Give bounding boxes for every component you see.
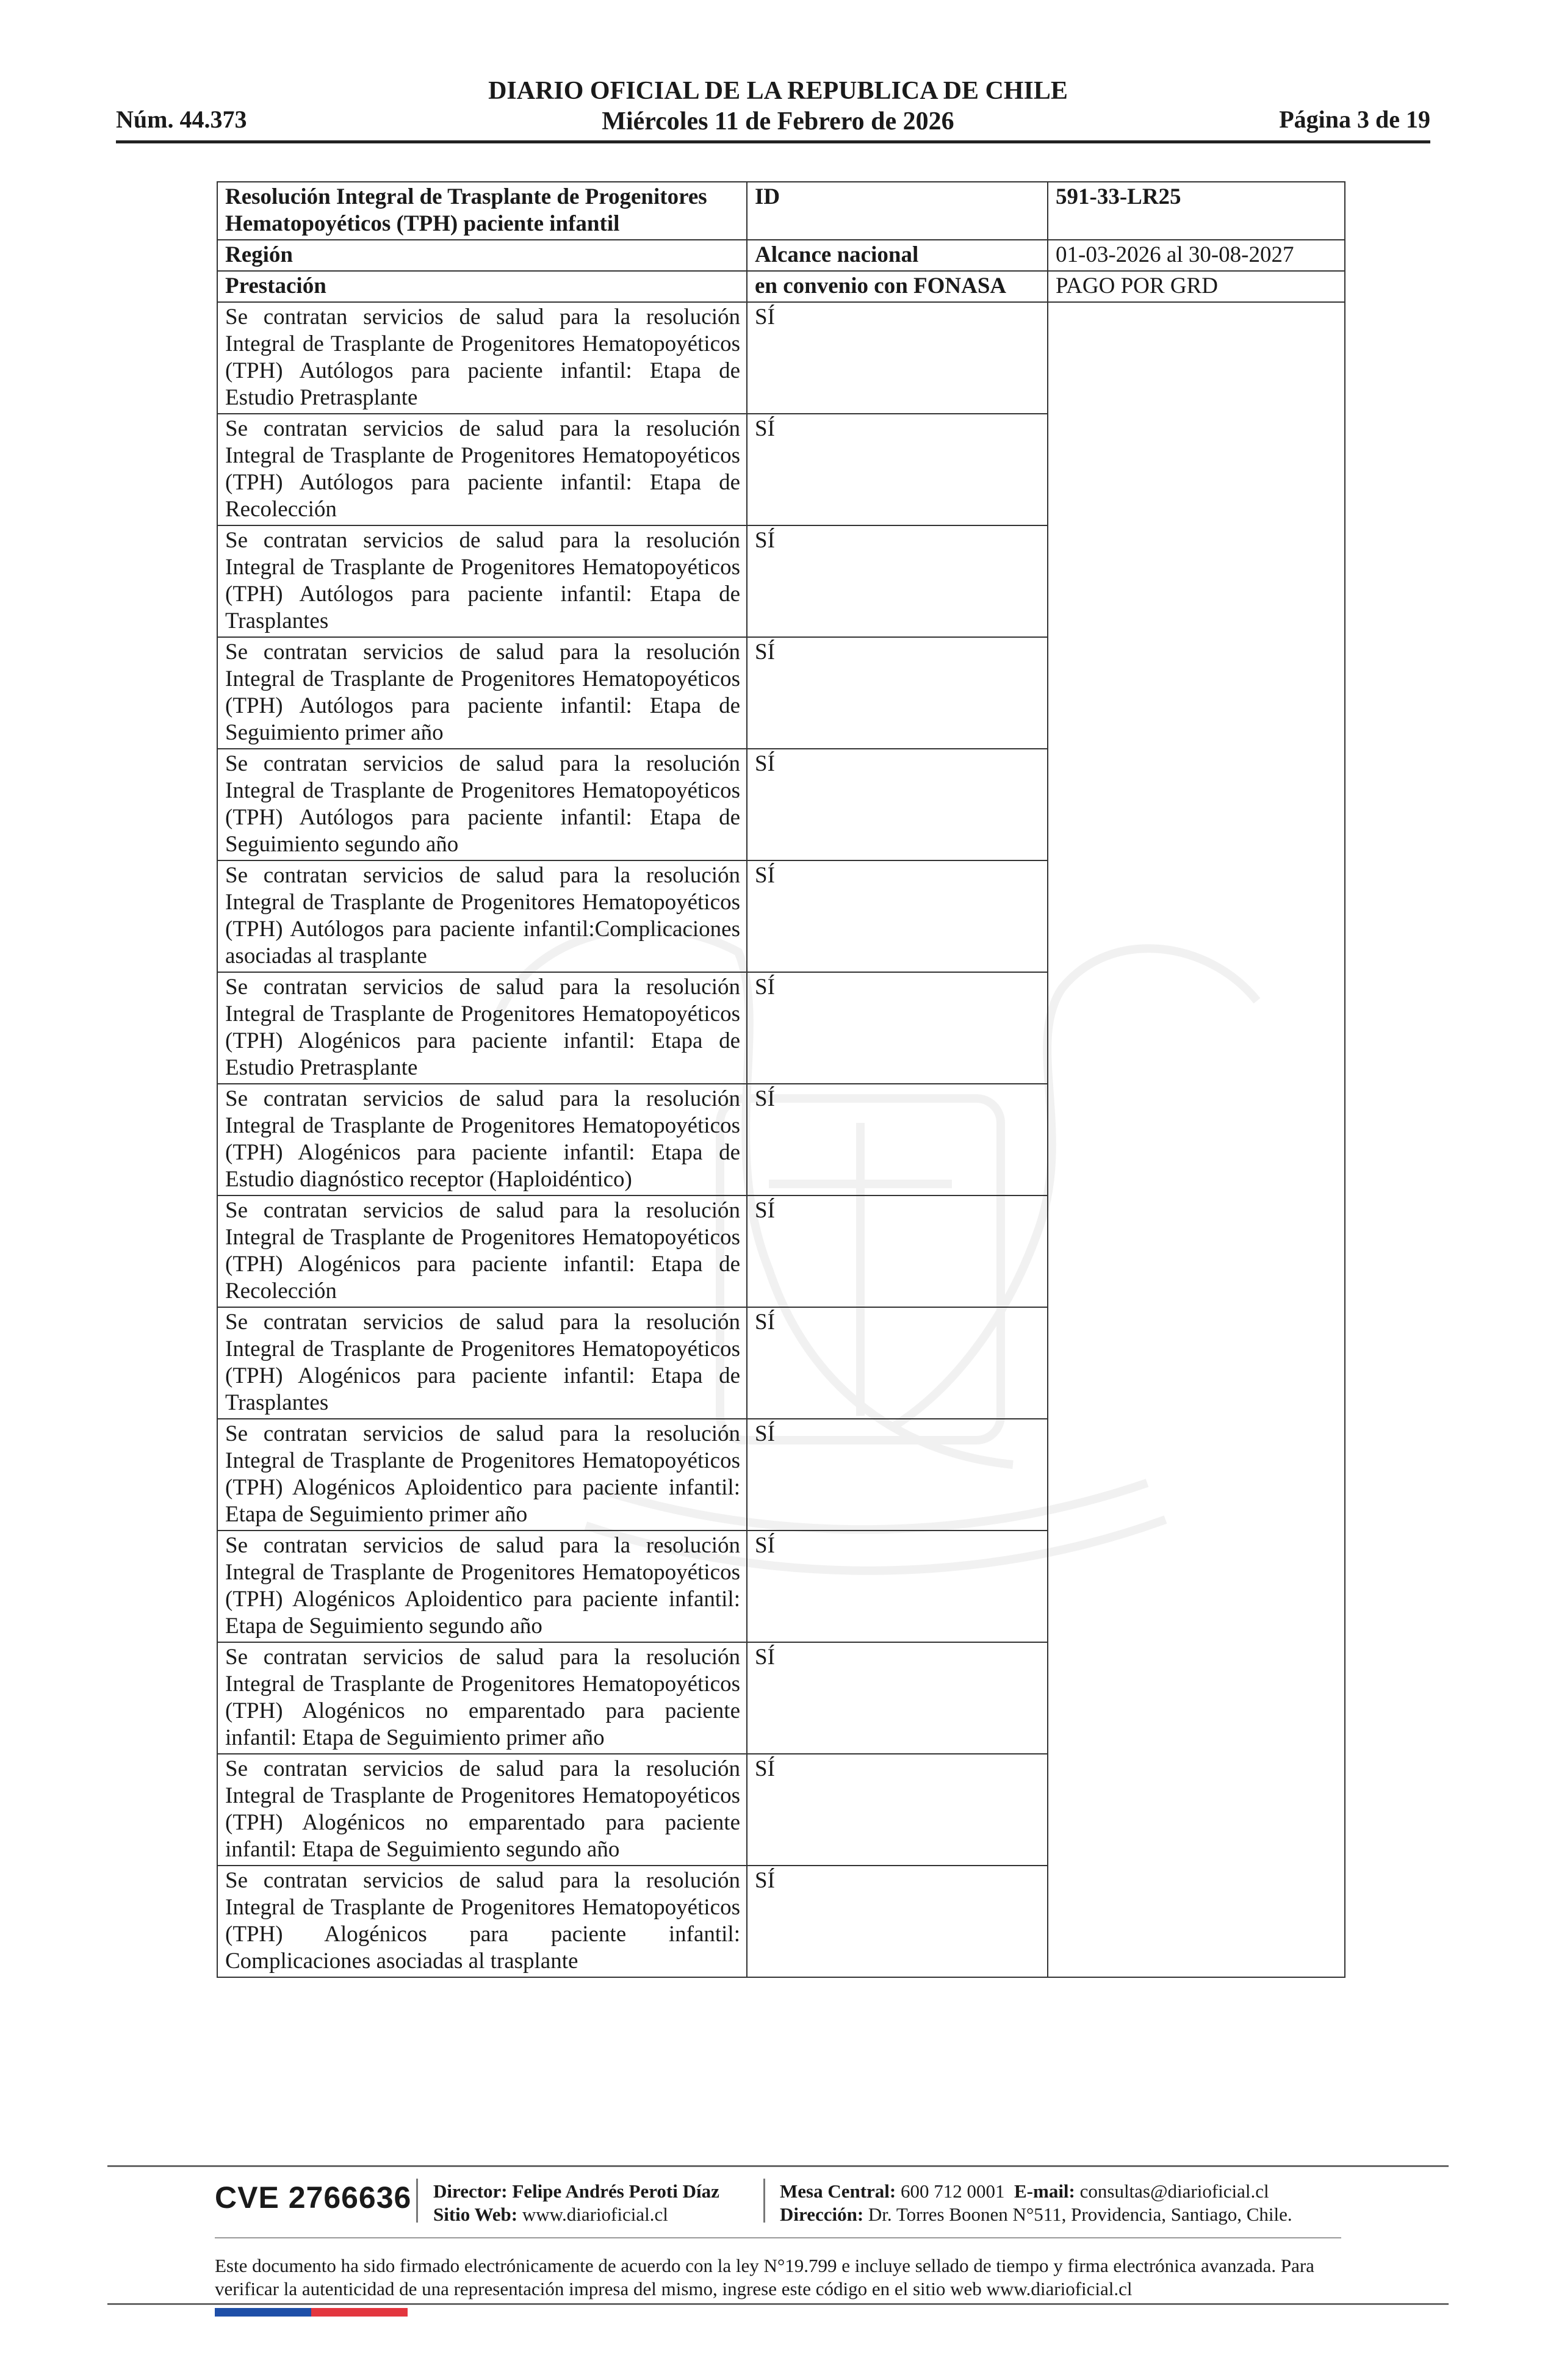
convenio-value: SÍ: [747, 525, 1048, 637]
address-label: Dirección:: [780, 2204, 864, 2225]
prestacion-description: Se contratan servicios de salud para la resolución Integral de Trasplante de Progenitores Hematopoyéticos (TPH) Autólogos para paciente infantil: Etapa de Trasplantes: [217, 525, 747, 637]
email-label: E-mail:: [1014, 2180, 1075, 2202]
masthead-date: Miércoles 11 de Febrero de 2026: [602, 107, 954, 135]
resolution-table: [217, 181, 1345, 1978]
issue-number: Núm. 44.373: [116, 106, 247, 133]
convenio-value: SÍ: [747, 414, 1048, 525]
prestacion-description: Se contratan servicios de salud para la resolución Integral de Trasplante de Progenitores Hematopoyéticos (TPH) Autólogos para paciente infantil: Etapa de Seguimiento segundo año: [217, 749, 747, 860]
director-label: Director:: [433, 2180, 508, 2202]
contact-block: [780, 2180, 1292, 2226]
mesa-label: Mesa Central:: [780, 2180, 896, 2202]
mesa-value: 600 712 0001: [901, 2180, 1005, 2202]
table-row-region: [217, 240, 1345, 271]
email-link[interactable]: consultas@diarioficial.cl: [1079, 2180, 1269, 2202]
prestacion-description: Se contratan servicios de salud para la resolución Integral de Trasplante de Progenitores Hematopoyéticos (TPH) Alogénicos no emparentado para paciente infantil: Etapa de Seguimiento segundo año: [217, 1754, 747, 1866]
convenio-value: SÍ: [747, 1195, 1048, 1307]
scope-value: Alcance nacional: [747, 240, 1048, 271]
director-block: [433, 2180, 719, 2226]
table-row-columns: [217, 271, 1345, 302]
prestacion-description: Se contratan servicios de salud para la resolución Integral de Trasplante de Progenitores Hematopoyéticos (TPH) Alogénicos para paciente infantil: Etapa de Trasplantes: [217, 1307, 747, 1419]
prestacion-description: Se contratan servicios de salud para la resolución Integral de Trasplante de Progenitores Hematopoyéticos (TPH) Autólogos para paciente infantil: Etapa de Seguimiento primer año: [217, 637, 747, 749]
flag-stripe-blue: [215, 2308, 311, 2317]
convenio-value: SÍ: [747, 749, 1048, 860]
footer-rule: [215, 2237, 1341, 2238]
prestacion-description: Se contratan servicios de salud para la resolución Integral de Trasplante de Progenitores Hematopoyéticos (TPH) Alogénicos Aploidentico para paciente infantil: Etapa de Seguimiento segundo año: [217, 1531, 747, 1642]
flag-stripe-red: [311, 2308, 408, 2317]
prestacion-description: Se contratan servicios de salud para la resolución Integral de Trasplante de Progenitores Hematopoyéticos (TPH) Alogénicos para paciente infantil: Etapa de Recolección: [217, 1195, 747, 1307]
convenio-label: en convenio con FONASA: [747, 271, 1048, 302]
id-value: 591-33-LR25: [1048, 182, 1345, 240]
resolution-title-cell: [217, 182, 747, 240]
id-label: ID: [747, 182, 1048, 240]
convenio-value: SÍ: [747, 302, 1048, 414]
prestacion-description: Se contratan servicios de salud para la resolución Integral de Trasplante de Progenitores Hematopoyéticos (TPH) Alogénicos para paciente infantil: Complicaciones asociadas al trasplante: [217, 1866, 747, 1977]
table-row-title: [217, 182, 1345, 240]
prestacion-description: Se contratan servicios de salud para la resolución Integral de Trasplante de Progenitores Hematopoyéticos (TPH) Alogénicos Aploidentico para paciente infantil: Etapa de Seguimiento primer año: [217, 1419, 747, 1531]
region-label: Región: [217, 240, 747, 271]
period-value: 01-03-2026 al 30-08-2027: [1048, 240, 1345, 271]
web-link[interactable]: www.diarioficial.cl: [522, 2204, 668, 2225]
footer-rule: [107, 2303, 1449, 2305]
prestaciones-body: [217, 302, 1345, 1977]
convenio-value: SÍ: [747, 860, 1048, 972]
convenio-value: SÍ: [747, 1531, 1048, 1642]
masthead-title: DIARIO OFICIAL DE LA REPUBLICA DE CHILE: [488, 77, 1068, 105]
table-row: [217, 302, 1345, 414]
prestacion-description: Se contratan servicios de salud para la resolución Integral de Trasplante de Progenitores Hematopoyéticos (TPH) Alogénicos no emparentado para paciente infantil: Etapa de Seguimiento primer año: [217, 1642, 747, 1754]
page-number: Página 3 de 19: [1279, 106, 1430, 133]
prestacion-description: Se contratan servicios de salud para la resolución Integral de Trasplante de Progenitores Hematopoyéticos (TPH) Autólogos para paciente infantil:Complicaciones asociadas al trasplante: [217, 860, 747, 972]
web-label: Sitio Web:: [433, 2204, 518, 2225]
pago-grd-cell: [1048, 302, 1345, 1977]
convenio-value: SÍ: [747, 1754, 1048, 1866]
convenio-value: SÍ: [747, 1866, 1048, 1977]
prestacion-description: Se contratan servicios de salud para la resolución Integral de Trasplante de Progenitores Hematopoyéticos (TPH) Alogénicos para paciente infantil: Etapa de Estudio diagnóstico receptor (Haploidéntico): [217, 1084, 747, 1195]
header-rule: [116, 140, 1430, 143]
prestacion-label: Prestación: [217, 271, 747, 302]
convenio-value: SÍ: [747, 1084, 1048, 1195]
resolution-title-line2: Hematopoyéticos (TPH) paciente infantil: [225, 211, 620, 236]
legal-notice: Este documento ha sido firmado electrónicamente de acuerdo con la ley N°19.799 e incluye sellado de tiempo y firma electrónica avanzada. Para verificar la autenticidad de una representación impresa del mismo, ingrese este código en el sitio web www.diarioficial.cl: [215, 2255, 1314, 2299]
director-name: Felipe Andrés Peroti Díaz: [512, 2180, 719, 2202]
footer-separator: [416, 2179, 418, 2223]
convenio-value: SÍ: [747, 1642, 1048, 1754]
prestacion-description: Se contratan servicios de salud para la resolución Integral de Trasplante de Progenitores Hematopoyéticos (TPH) Alogénicos para paciente infantil: Etapa de Estudio Pretrasplante: [217, 972, 747, 1084]
prestacion-description: Se contratan servicios de salud para la resolución Integral de Trasplante de Progenitores Hematopoyéticos (TPH) Autólogos para paciente infantil: Etapa de Recolección: [217, 414, 747, 525]
convenio-value: SÍ: [747, 1419, 1048, 1531]
convenio-value: SÍ: [747, 637, 1048, 749]
address-value: Dr. Torres Boonen N°511, Providencia, Santiago, Chile.: [868, 2204, 1292, 2225]
cve-code: CVE 2766636: [215, 2180, 412, 2215]
convenio-value: SÍ: [747, 972, 1048, 1084]
pago-label: PAGO POR GRD: [1048, 271, 1345, 302]
resolution-title-line1: Resolución Integral de Trasplante de Progenitores: [225, 184, 707, 209]
convenio-value: SÍ: [747, 1307, 1048, 1419]
footer-rule: [107, 2165, 1449, 2167]
footer-separator: [763, 2179, 765, 2223]
prestacion-description: Se contratan servicios de salud para la resolución Integral de Trasplante de Progenitores Hematopoyéticos (TPH) Autólogos para paciente infantil: Etapa de Estudio Pretrasplante: [217, 302, 747, 414]
